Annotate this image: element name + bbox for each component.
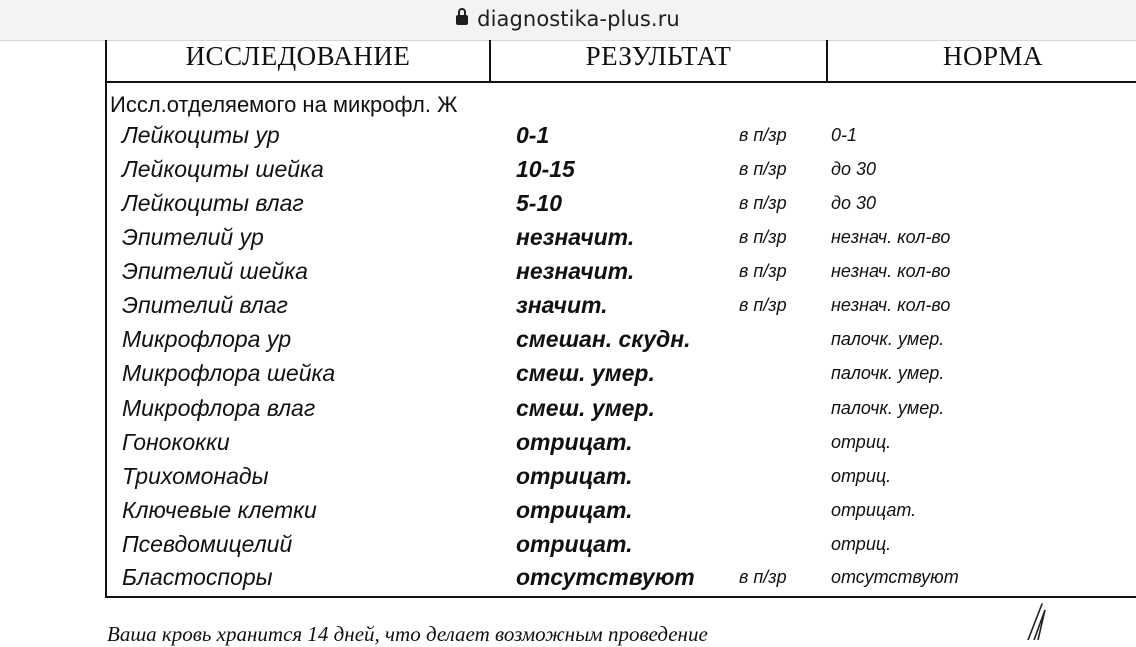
row-norm: незнач. кол-во xyxy=(831,295,951,315)
table-row xyxy=(107,429,1136,463)
row-norm: отрицат. xyxy=(831,500,917,520)
table-row xyxy=(107,122,1136,156)
address-field[interactable] xyxy=(0,7,1136,31)
row-name: Эпителий влаг xyxy=(122,292,288,318)
table-row xyxy=(107,497,1136,531)
row-norm: незнач. кол-во xyxy=(831,261,951,281)
row-unit: в п/зр xyxy=(739,159,787,179)
row-result: смеш. умер. xyxy=(516,360,655,386)
row-name: Бластоспоры xyxy=(122,564,273,590)
row-result: смешан. скудн. xyxy=(516,326,691,352)
row-unit: в п/зр xyxy=(739,193,787,213)
table-row xyxy=(107,360,1136,394)
header-result: РЕЗУЛЬТАТ xyxy=(491,40,828,81)
row-name: Гонококки xyxy=(122,429,230,455)
row-unit: в п/зр xyxy=(739,227,787,247)
row-name: Ключевые клетки xyxy=(122,497,317,523)
row-norm: отриц. xyxy=(831,466,892,486)
table-row xyxy=(107,395,1136,429)
row-unit: в п/зр xyxy=(739,125,787,145)
row-name: Эпителий ур xyxy=(122,224,264,250)
row-norm: палочк. умер. xyxy=(831,398,945,418)
row-result: отрицат. xyxy=(516,531,633,557)
row-name: Лейкоциты шейка xyxy=(122,156,324,182)
table-row xyxy=(107,156,1136,190)
row-name: Эпителий шейка xyxy=(122,258,308,284)
row-name: Лейкоциты влаг xyxy=(122,190,304,216)
row-result: смеш. умер. xyxy=(516,395,655,421)
row-result: 10-15 xyxy=(516,156,575,182)
row-result: 0-1 xyxy=(516,122,550,148)
table-row xyxy=(107,258,1136,292)
row-result: незначит. xyxy=(516,258,635,284)
url-text: diagnostika-plus.ru xyxy=(477,7,680,31)
row-name: Микрофлора влаг xyxy=(122,395,316,421)
table-row xyxy=(107,292,1136,326)
row-result: отсутствуют xyxy=(516,564,695,590)
table-row xyxy=(107,326,1136,360)
row-name: Трихомонады xyxy=(122,463,269,489)
row-name: Микрофлора ур xyxy=(122,326,292,352)
row-unit: в п/зр xyxy=(739,567,787,587)
table-row xyxy=(107,564,1136,598)
results-table xyxy=(105,40,1136,598)
row-unit: в п/зр xyxy=(739,261,787,281)
row-norm: отриц. xyxy=(831,432,892,452)
header-study: ИССЛЕДОВАНИЕ xyxy=(107,40,491,81)
row-norm: 0-1 xyxy=(831,125,858,145)
table-row xyxy=(107,531,1136,565)
row-name: Лейкоциты ур xyxy=(122,122,280,148)
footer-note: Ваша кровь хранится 14 дней, что делает возможным проведение xyxy=(107,622,708,646)
header-norm: НОРМА xyxy=(942,41,1044,71)
row-result: отрицат. xyxy=(516,497,633,523)
row-norm: палочк. умер. xyxy=(831,363,945,383)
row-name: Микрофлора шейка xyxy=(122,360,336,386)
table-row xyxy=(107,224,1136,258)
signature-mark-icon xyxy=(1018,600,1058,640)
table-row xyxy=(107,190,1136,224)
browser-address-bar xyxy=(0,0,1136,41)
row-unit: в п/зр xyxy=(739,295,787,315)
row-norm: отриц. xyxy=(831,534,892,554)
row-norm: до 30 xyxy=(831,159,876,179)
row-norm: отсутствуют xyxy=(831,567,959,587)
row-norm: незнач. кол-во xyxy=(831,227,951,247)
row-result: отрицат. xyxy=(516,463,633,489)
row-norm: палочк. умер. xyxy=(831,329,945,349)
row-name: Псевдомицелий xyxy=(122,531,293,557)
row-norm: до 30 xyxy=(831,193,876,213)
row-result: значит. xyxy=(516,292,608,318)
section-title: Иссл.отделяемого на микрофл. Ж xyxy=(110,92,458,117)
row-result: 5-10 xyxy=(516,190,563,216)
table-header xyxy=(107,40,1136,83)
row-result: незначит. xyxy=(516,224,635,250)
row-result: отрицат. xyxy=(516,429,633,455)
lock-icon xyxy=(456,15,468,25)
table-row xyxy=(107,463,1136,497)
